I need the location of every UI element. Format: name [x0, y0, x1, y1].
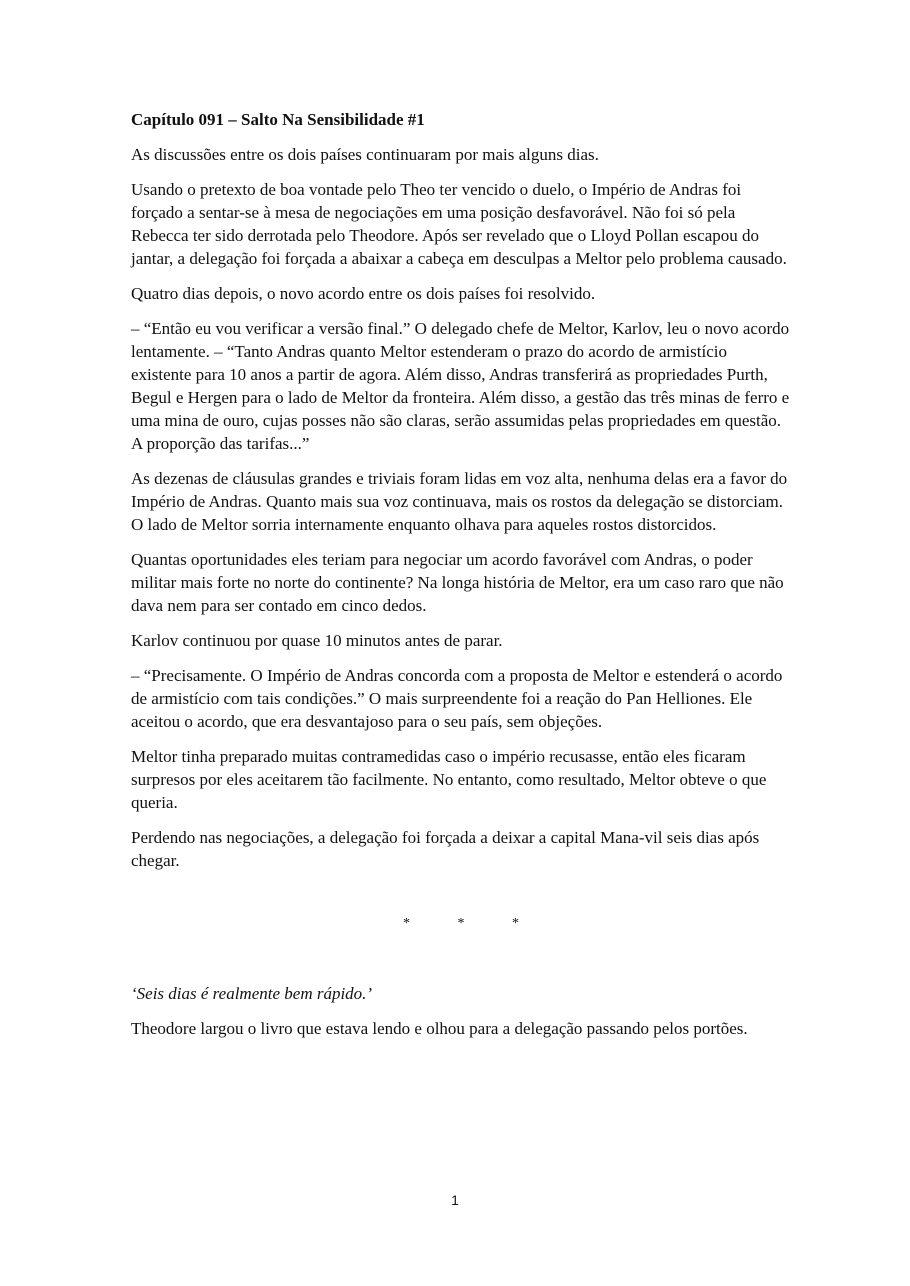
paragraph-3: Quatro dias depois, o novo acordo entre os dois países foi resolvido.: [131, 284, 596, 303]
paragraph-9: Meltor tinha preparado muitas contramedidas caso o império recusasse, então eles ficaram surpresos por eles aceitarem tão facilmente. No entanto, como resultado, Meltor obteve o que queria.: [131, 747, 767, 812]
paragraph-5: As dezenas de cláusulas grandes e triviais foram lidas em voz alta, nenhuma delas era a favor do Império de Andras. Quanto mais sua voz continuava, mais os rostos da delegação se distorciam. O lado de Meltor sorria internamente enquanto olhava para aqueles rostos distorcidos.: [131, 469, 788, 534]
chapter-title: Capítulo 091 – Salto Na Sensibilidade #1: [131, 110, 425, 129]
paragraph-8: – “Precisamente. O Império de Andras concorda com a proposta de Meltor e estenderá o acordo de armistício com tais condições.” O mais surpreendente foi a reação do Pan Helliones. Ele aceitou o acordo, que era desvantajoso para o seu país, sem objeções.: [131, 666, 783, 731]
scene-break: * * *: [403, 916, 541, 931]
paragraph-after-break: Theodore largou o livro que estava lendo e olhou para a delegação passando pelos portões.: [131, 1019, 748, 1038]
paragraph-4: – “Então eu vou verificar a versão final.” O delegado chefe de Meltor, Karlov, leu o novo acordo lentamente. – “Tanto Andras quanto Meltor estenderam o prazo do acordo de armistício existente para 10 anos a partir de agora. Além disso, Andras transferirá as propriedades Purth, Begul e Hergen para o lado de Meltor da fronteira. Além disso, a gestão das três minas de ferro e uma mina de ouro, cujas posses não são claras, serão assumidas pelas propriedades em questão. A proporção das tarifas...”: [131, 319, 790, 453]
paragraph-1: As discussões entre os dois países continuaram por mais alguns dias.: [131, 145, 599, 164]
paragraph-6: Quantas oportunidades eles teriam para negociar um acordo favorável com Andras, o poder militar mais forte no norte do continente? Na longa história de Meltor, era um caso raro que não dava nem para ser contado em cinco dedos.: [131, 550, 784, 615]
paragraph-10: Perdendo nas negociações, a delegação foi forçada a deixar a capital Mana-vil seis dias após chegar.: [131, 828, 760, 870]
italic-thought: ‘Seis dias é realmente bem rápido.’: [131, 984, 373, 1003]
document-page: [131, 108, 791, 1052]
paragraph-2: Usando o pretexto de boa vontade pelo Theo ter vencido o duelo, o Império de Andras foi forçado a sentar-se à mesa de negociações em uma posição desfavorável. Não foi só pela Rebecca ter sido derrotada pelo Theodore. Após ser revelado que o Lloyd Pollan escapou do jantar, a delegação foi forçada a abaixar a cabeça em desculpas a Meltor pelo problema causado.: [131, 180, 787, 268]
paragraph-7: Karlov continuou por quase 10 minutos antes de parar.: [131, 631, 503, 650]
page-number: 1: [451, 1192, 459, 1208]
